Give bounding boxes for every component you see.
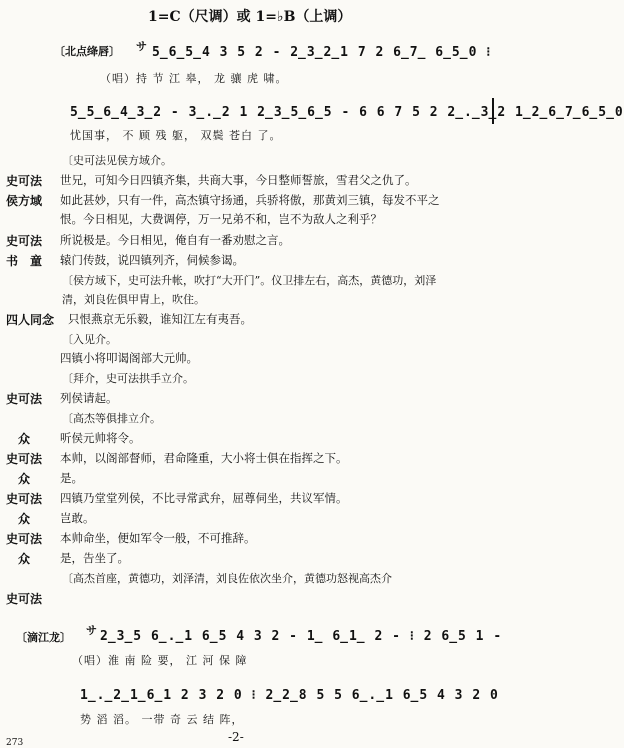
dialogue-line: 辕门传鼓，说四镇列齐，伺候参谒。 <box>60 253 244 267</box>
score1-lyrics-row2: 忧国事， 不 顾 残 躯， 双鬓 苍白 了。 <box>70 129 282 142</box>
dialogue-line: 四镇小将叩谒阁部大元帅。 <box>60 351 198 365</box>
speaker-label: 众 <box>18 472 31 486</box>
speaker-label: 史可法 <box>6 174 43 188</box>
key-signature: 1=C（尺调）或 1=♭B（上调） <box>148 9 352 25</box>
score2-lyrics-row1: （唱）淮 南 险 要， 江 河 保 障 <box>72 654 248 667</box>
score2-lyrics-row2: 势 滔 滔。 一带 奇 云 结 阵， <box>80 713 244 726</box>
speaker-label: 四人同念 <box>6 313 55 327</box>
speaker-label: 史可法 <box>6 452 43 466</box>
score2-notes-row2: 1̲.̲2̲1̲6̲1 2 3 2 0 ⁝ 2̲2̲8 5 5 6̲.̲1 6̲5 4 3 2 0 <box>80 688 499 703</box>
end-barline-1 <box>492 98 494 124</box>
stage-direction: 〔高杰首座，黄德功，刘泽清，刘良佐依次坐介，黄德功怒视高杰介 <box>62 572 392 585</box>
speaker-label: 侯方域 <box>6 194 43 208</box>
stage-direction: 〔史可法见侯方域介。 <box>62 154 172 167</box>
speaker-label: 众 <box>18 432 31 446</box>
stage-direction: 清，刘良佐俱甲胄上，吹住。 <box>62 293 205 306</box>
dialogue-line: 列侯请起。 <box>60 391 118 405</box>
dialogue-line: 四镇乃堂堂列侯，不比寻常武弁，屈尊伺坐，共议军情。 <box>60 491 348 505</box>
speaker-label: 史可法 <box>6 592 43 606</box>
dialogue-line: 本帅命坐，便如军令一般，不可推辞。 <box>60 531 256 545</box>
dialogue-line: 所说极是。今日相见，俺自有一番劝慰之言。 <box>60 233 290 247</box>
score1-notes-row1: 5̲6̲5̲4 3 5 2 - 2̲3̲2̲1 7 2 6̲7̲ 6̲5̲0 ⁝ <box>152 45 492 60</box>
meter-mark-2: サ <box>86 624 97 637</box>
dialogue-line: 本帅，以阁部督师，君命隆重，大小将士俱在指挥之下。 <box>60 451 348 465</box>
dialogue-line: 只恨燕京无乐毅，谁知江左有夷吾。 <box>68 312 252 326</box>
meter-mark-1: サ <box>136 40 147 53</box>
dialogue-line: 是。 <box>60 471 83 485</box>
dialogue-line: 世兄，可知今日四镇齐集，共商大事，今日整师誓旅，雪君父之仇了。 <box>60 173 417 187</box>
stage-direction: 〔入见介。 <box>62 333 117 346</box>
stage-direction: 〔侯方域下，史可法升帐，吹打“大开门”。仪卫排左右，高杰，黄德功，刘泽 <box>62 274 437 287</box>
stage-direction: 〔拜介，史可法拱手立介。 <box>62 372 194 385</box>
dialogue-line: 恨。今日相见，大费调停，万一兄弟不和，岂不为敌人之利乎？ <box>60 212 382 226</box>
corner-mark: 273 <box>6 738 24 748</box>
speaker-label: 众 <box>18 512 31 526</box>
tune-title-1: 〔北点绛唇〕 <box>54 45 120 58</box>
speaker-label: 史可法 <box>6 532 43 546</box>
page-number: -2- <box>228 730 244 744</box>
tune-title-2: 〔滴江龙〕 <box>16 631 71 644</box>
score2-notes-row1: 2̲3̲5 6̲.̲1 6̲5 4 3 2 - 1̲ 6̲1̲ 2 - ⁝ 2 6̲5 1 - <box>100 629 503 644</box>
speaker-label: 史可法 <box>6 234 43 248</box>
stage-direction: 〔高杰等俱排立介。 <box>62 412 161 425</box>
dialogue-line: 是，告坐了。 <box>60 551 129 565</box>
dialogue-line: 如此甚妙，只有一件，高杰镇守扬通，兵骄将傲，那黄刘三镇，每发不平之 <box>60 193 440 207</box>
speaker-label: 众 <box>18 552 31 566</box>
speaker-label: 史可法 <box>6 492 43 506</box>
speaker-label: 书 童 <box>6 254 43 268</box>
score1-notes-row2: 5̲5̲6̲4̲3̲2 - 3̲.̲2 1 2̲3̲5̲6̲5 - 6 6 7 5 2 2̲.̲3̲2 1̲2̲6̲7̲6̲5̲0 <box>70 105 624 120</box>
dialogue-line: 岂敢。 <box>60 511 95 525</box>
speaker-label: 史可法 <box>6 392 43 406</box>
dialogue-line: 听侯元帅将令。 <box>60 431 141 445</box>
score1-lyrics-row1: （唱）持 节 江 皋， 龙 骧 虎 啸。 <box>100 72 288 85</box>
